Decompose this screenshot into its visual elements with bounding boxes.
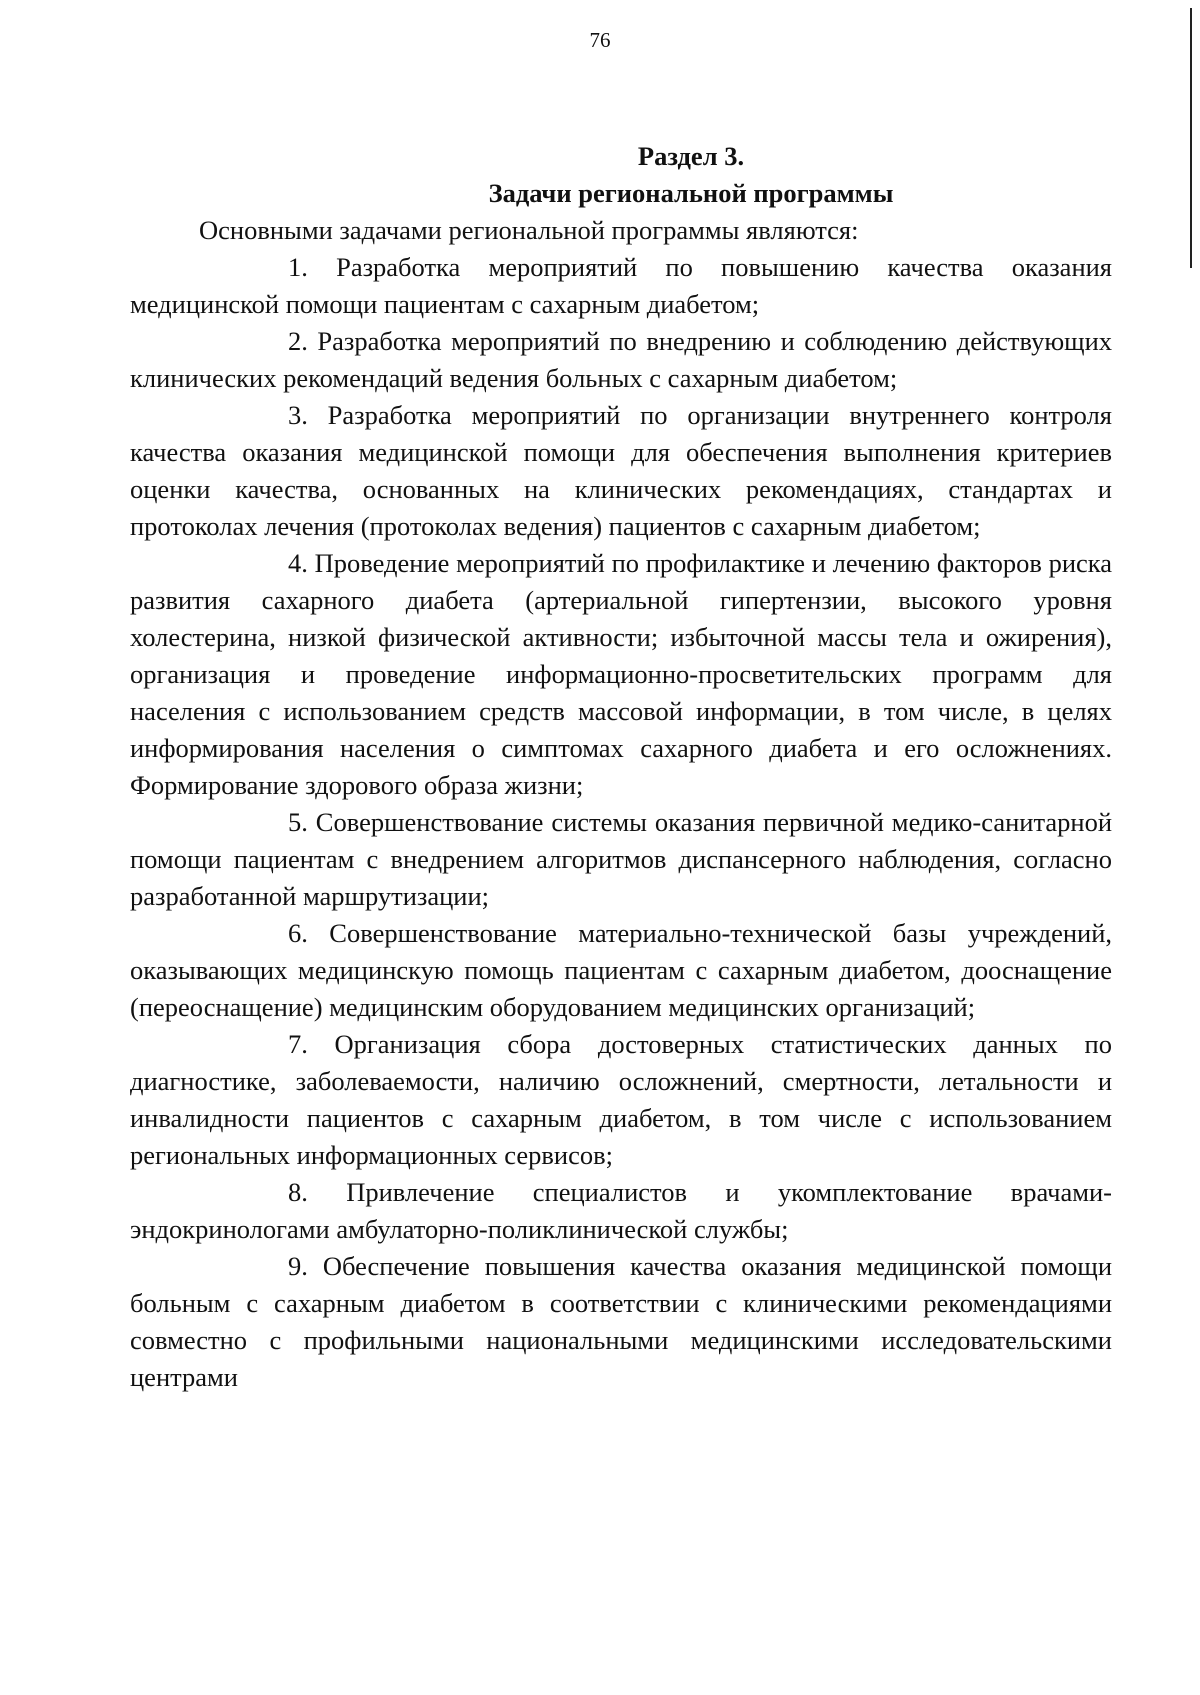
task-text: Разработка мероприятий по организации внутреннего контроля качества оказания медицинской помощи для обеспечения выполнения критериев оценки качества, основанных на клинических рекомендациях, стандартах и протоколах лечения (протоколах ведения) пациентов с сахарным диабетом; — [130, 400, 1112, 541]
task-number: 2. — [288, 326, 308, 356]
page-number: 76 — [589, 28, 611, 52]
task-item-1 — [130, 249, 1112, 323]
task-text: Организация сбора достоверных статистических данных по диагностике, заболеваемости, наличию осложнений, смертности, летальности и инвалидности пациентов с сахарным диабетом, в том числе с использованием региональных информационных сервисов; — [130, 1029, 1112, 1170]
section-heading: Раздел 3. — [637, 141, 745, 171]
task-item-5 — [130, 804, 1112, 915]
task-number: 5. — [288, 807, 308, 837]
task-text: Разработка мероприятий по повышению качества оказания медицинской помощи пациентам с сахарным диабетом; — [130, 252, 1112, 319]
task-item-2 — [130, 323, 1112, 397]
task-text: Разработка мероприятий по внедрению и соблюдению действующих клинических рекомендаций ведения больных с сахарным диабетом; — [130, 326, 1112, 393]
task-item-7 — [130, 1026, 1112, 1174]
intro-paragraph: Основными задачами региональной программы являются: — [199, 215, 859, 245]
task-text: Проведение мероприятий по профилактике и лечению факторов риска развития сахарного диабета (артериальной гипертензии, высокого уровня холестерина, низкой физической активности; избыточной массы тела и ожирения), организация и проведение информационно-просветительских программ для населения с использованием средств массовой информации, в том числе, в целях информирования населения о симптомах сахарного диабета и его осложнениях. Формирование здорового образа жизни; — [130, 548, 1112, 800]
task-item-8 — [130, 1174, 1112, 1248]
task-item-9 — [130, 1248, 1112, 1396]
task-number: 7. — [288, 1029, 308, 1059]
task-number: 6. — [288, 918, 308, 948]
task-item-6 — [130, 915, 1112, 1026]
task-item-4 — [130, 545, 1112, 804]
task-text: Обеспечение повышения качества оказания медицинской помощи больным с сахарным диабетом в соответствии с клиническими рекомендациями совместно с профильными национальными медицинскими исследовательскими центрами — [130, 1251, 1113, 1392]
document-body — [130, 138, 1112, 1396]
task-number: 8. — [288, 1177, 308, 1207]
section-title: Задачи региональной программы — [488, 178, 894, 208]
task-text: Привлечение специалистов и укомплектование врачами-эндокринологами амбулаторно-поликлинической службы; — [130, 1177, 1113, 1244]
task-number: 9. — [288, 1251, 308, 1281]
task-number: 1. — [288, 252, 308, 282]
task-number: 4. — [288, 548, 308, 578]
task-number: 3. — [288, 400, 308, 430]
task-text: Совершенствование материально-технической базы учреждений, оказывающих медицинскую помощь пациентам с сахарным диабетом, дооснащение (переоснащение) медицинским оборудованием медицинских организаций; — [130, 918, 1113, 1022]
task-text: Совершенствование системы оказания первичной медико-санитарной помощи пациентам с внедрением алгоритмов диспансерного наблюдения, согласно разработанной маршрутизации; — [130, 807, 1112, 911]
task-item-3 — [130, 397, 1112, 545]
